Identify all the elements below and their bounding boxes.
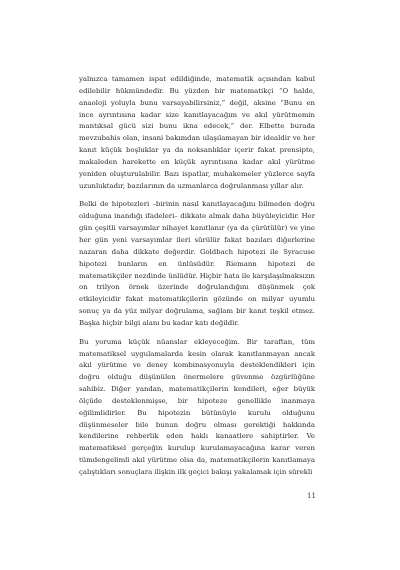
paragraph-3: Bu yoruma küçük nüanslar ekleyeceğim. Bir taraftan, tüm matematiksel uygulamalarda kesin olarak kanıtlanmayan ancak akıl yürütme ve deney kombinasyonuyla desteklendikleri için doğru olduğu düşünülen önermelere güvenme özgürlüğüne sahibiz. Diğer yandan, matematikçilerin kendileri, eğer büyük ölçüde desteklenmişse, bir hipoteze genellikle inanmaya eğilimlidirler. Bu hipotezin bütünüyle kurulu olduğunu düşünmeseler bile bunun doğru olması gerektiği hakkında kendilerine rehberlik eden haklı kanaatlere sahiptirler. Ve matematiksel gerçeğin kurulup kurulamayacağına karar veren tümdengelimli akıl yürütme olsa da, matematikçilerin kanıtlamaya çalıştıkları sonuçlara ilişkin ilk geçici bakışı yakalamak için sürekli [79, 337, 315, 476]
paragraph-1: yalnızca tamamen ispat edildiğinde, matematik açısından kabul edilebilir hükmündedir. Bu yüzden bir matematikçi “O halde, anaoloji yoluyla bunu varsayabilirsiniz,” değil, aksine “Bunu en ince ayrıntısına kadar size kanıtlayacağım ve akıl yürütmemin mantıksal gücü sizi bunu ikna edecek,” der. Elbette burada mevzubahis olan, insani bakımdan ulaşılamayan bir idealdir ve her kanıt küçük boşluklar ya da noksanlıklar içerir fakat prensipte, makaleden harekette en küçük ayrıntısına kadar akıl yürütme yeniden oluşturulabilir. Bazı ispatlar, muhakemeler yüzlerce sayfa uzunluktadır, bazılarının da uzmanlarca doğrulanması yıllar alır. [79, 75, 315, 190]
body-text [79, 74, 315, 479]
page-number: 11 [307, 492, 316, 500]
paragraph-2: Belki de hipotezleri –birinin nasıl kanıtlayacağını bilmeden doğru olduğuna inandığı ifadeleri– dikkate almak daha büyüleyicidir. Her gün çeşitli varsayımlar nihayet kanıtlanır (ya da çürütülür) ve yine her gün yeni varsayımlar ileri sürülür fakat bazıları diğerlerine nazaran daha dikkate değerdir. Goldbach hipotezi ile Syracuse hipotezi bunların en ünlüsüdür. Riemann hipotezi de matematikçiler nezdinde ünlüdür. Hiçbir hata ile karşılaşılmaksızın on trilyon örnek üzerinde doğrulandığını düşünmek çok etkileyicidir fakat matematikçilerin gözünde on milyar uyumlu sonuç ya da yüz milyar doğrulama, sağlam bir kanıt teşkil etmez. Başka hiçbir bilgi alanı bu kadar katı değildir. [79, 200, 315, 327]
